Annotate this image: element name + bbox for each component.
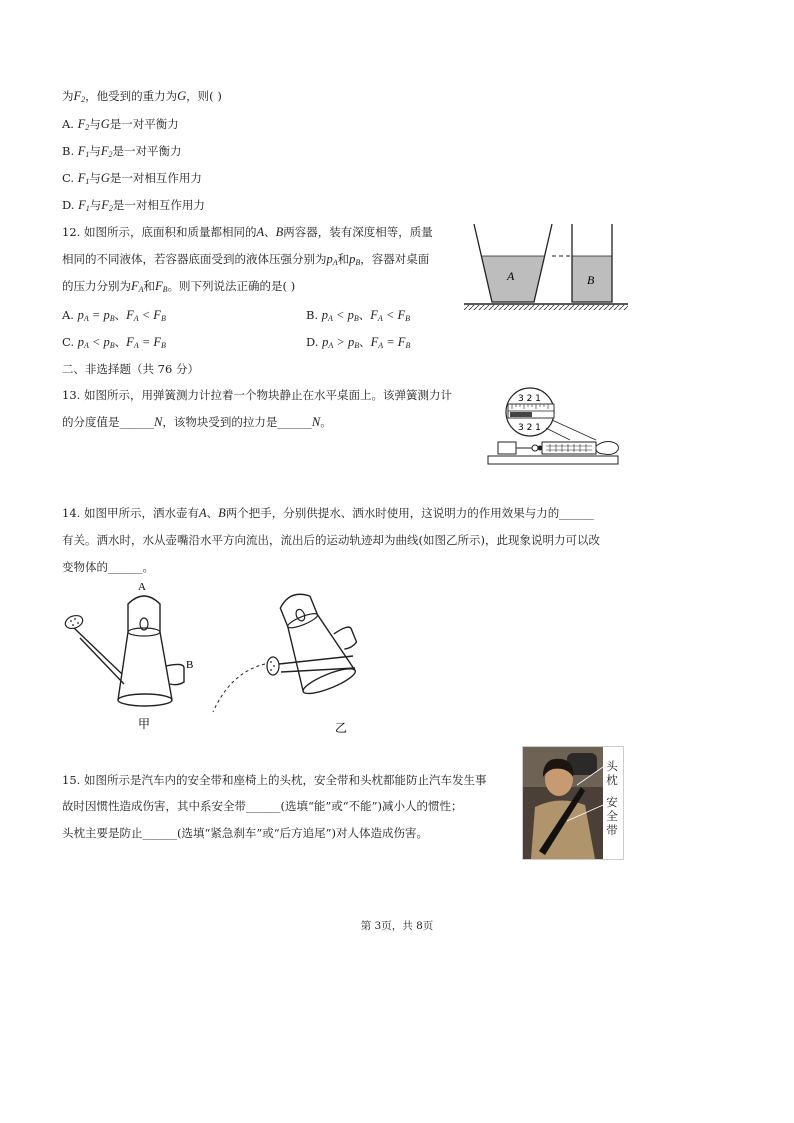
q13-stem-line1: 13. 如图所示，用弹簧测力计拉着一个物块静止在水平桌面上。该弹簧测力计 bbox=[62, 388, 452, 402]
can-body bbox=[118, 632, 172, 700]
photo-label-headrest: 头枕 bbox=[606, 759, 618, 787]
q11-option-a: A. $F_2$与G是一对平衡力 bbox=[62, 117, 179, 132]
watering-can-yi-figure bbox=[205, 584, 405, 736]
q14-stem-line3: 变物体的______。 bbox=[62, 560, 154, 574]
q12-option-d: D. $p_A > p_B$、$F_A = F_B$ bbox=[306, 335, 411, 350]
q11-option-b: B. $F_1$与$F_2$是一对平衡力 bbox=[62, 144, 182, 159]
q12-option-b: B. $p_A < p_B$、$F_A < F_B$ bbox=[306, 308, 410, 323]
spout bbox=[74, 628, 124, 684]
spring-scale-figure bbox=[486, 384, 630, 470]
q15-stem-line3: 头枕主要是防止______(选填“紧急刹车”或“后方追尾”)对人体造成伤害。 bbox=[62, 826, 428, 840]
seatbelt-photo bbox=[522, 746, 624, 860]
tilted-can bbox=[268, 584, 369, 698]
label-a: A bbox=[507, 269, 515, 283]
q12-option-a: A. $p_A = p_B$、$F_A < F_B$ bbox=[62, 308, 166, 323]
section-heading: 二、非选择题（共 76 分） bbox=[62, 362, 199, 376]
label-jia: 甲 bbox=[138, 717, 151, 731]
q12-stem-line1: 12. 如图所示，底面积和质量都相同的A、B两容器，装有深度相等，质量 bbox=[62, 225, 433, 239]
q12-stem-line2: 相同的不同液体，若容器底面受到的液体压强分别为$p_A$和$p_B$，容器对桌面 bbox=[62, 252, 430, 267]
handle-a-label: A bbox=[138, 581, 146, 593]
table bbox=[488, 456, 618, 464]
q15-stem-line2: 故时因惯性造成伤害，其中系安全带______(选填“能”或“不能”)减小人的惯性； bbox=[62, 799, 463, 813]
q14-stem-line1: 14. 如图甲所示，洒水壶有A、B两个把手，分别供提水、洒水时使用，这说明力的作用效果与力的______ bbox=[62, 506, 594, 520]
page-footer: 第 3页，共 8页 bbox=[360, 920, 434, 932]
q11-option-c: C. $F_1$与G是一对相互作用力 bbox=[62, 171, 202, 186]
q13-stem-line2: 的分度值是______N，该物块受到的拉力是______N。 bbox=[62, 415, 332, 429]
water-trajectory bbox=[213, 664, 265, 712]
block bbox=[498, 442, 516, 454]
containers-figure bbox=[462, 222, 630, 314]
q14-stem-line2: 有关。洒水时，水从壶嘴沿水平方向流出，流出后的运动轨迹却为曲线(如图乙所示)，此现象说明力可以改 bbox=[62, 533, 600, 547]
q12-stem-line3: 的压力分别为$F_A$和$F_B$。则下列说法正确的是( ) bbox=[62, 279, 296, 294]
scale-top-numbers: 3 2 1 bbox=[518, 394, 541, 404]
q15-stem-line1: 15. 如图所示是汽车内的安全带和座椅上的头枕，安全带和头枕都能防止汽车发生事 bbox=[62, 773, 487, 787]
label-b: B bbox=[587, 273, 595, 287]
handle-b-label: B bbox=[186, 659, 194, 671]
label-yi: 乙 bbox=[335, 721, 348, 735]
q11-option-d: D. $F_1$与$F_2$是一对相互作用力 bbox=[62, 198, 205, 213]
q11-stem: 为$F_2$，他受到的重力为G，则( ) bbox=[62, 89, 222, 104]
handle-a bbox=[128, 596, 160, 632]
q12-option-c: C. $p_A < p_B$、$F_A = F_B$ bbox=[62, 335, 166, 350]
scale-bottom-numbers: 3 2 1 bbox=[518, 423, 541, 433]
watering-can-jia-figure bbox=[60, 576, 200, 736]
hand-icon bbox=[596, 442, 618, 455]
photo-label-seatbelt: 安全带 bbox=[606, 795, 618, 837]
spout-head bbox=[63, 613, 84, 630]
